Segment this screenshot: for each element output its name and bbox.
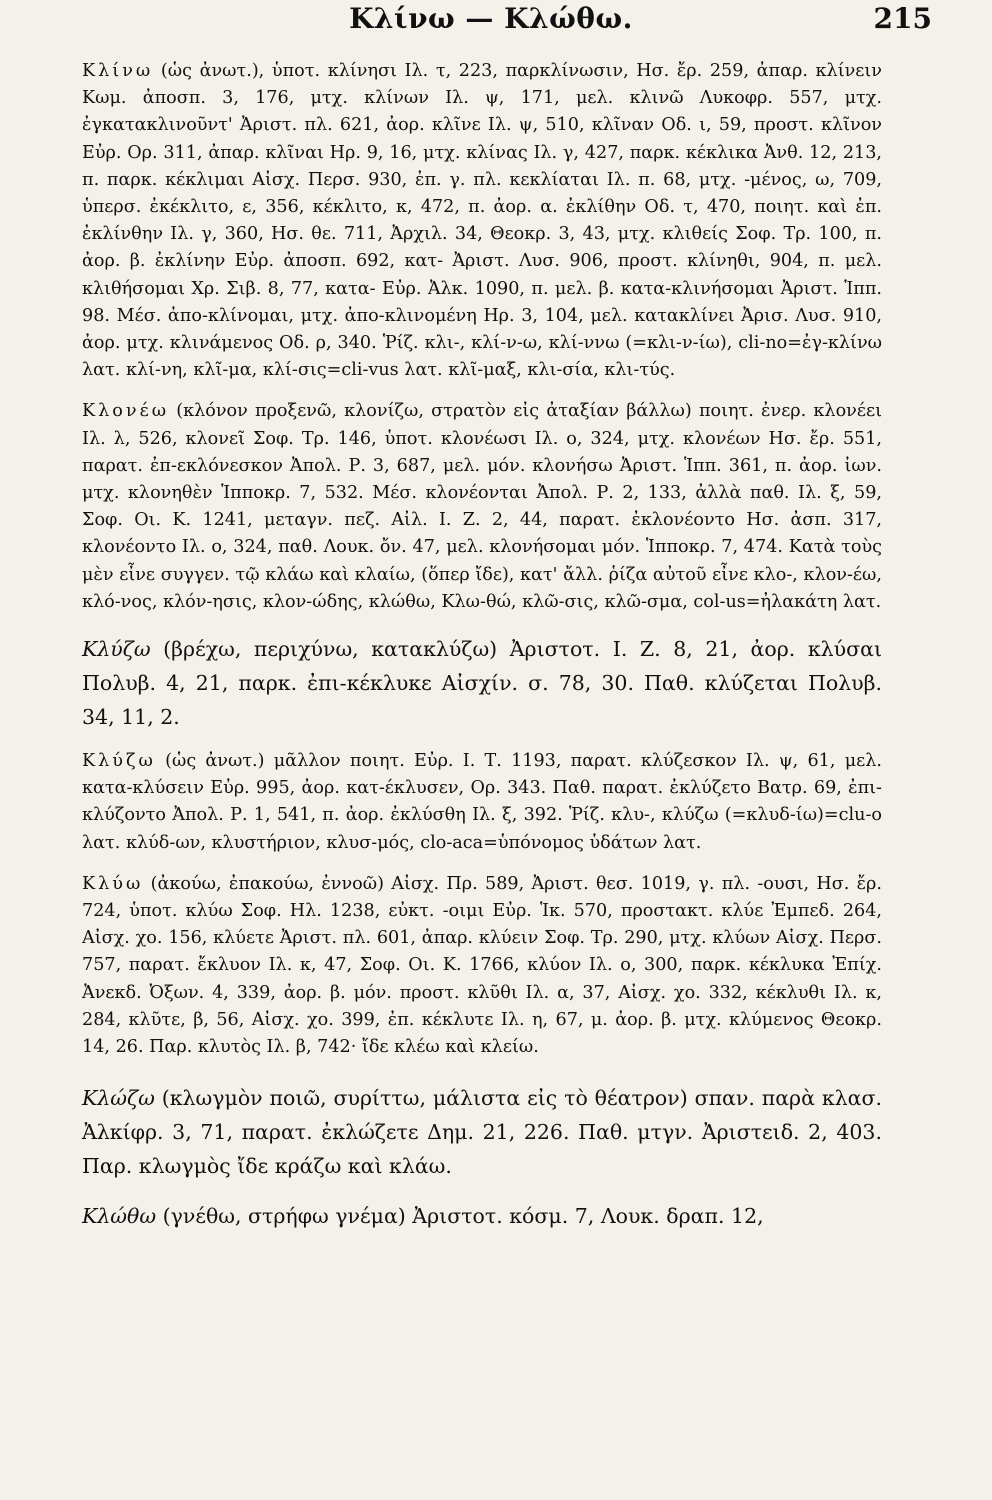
entry-text: (γνέθω, στρήφω γνέμα) Ἀριστοτ. κόσμ. 7, Λουκ. δραπ. 12, [156,1204,764,1229]
entry-headword: Κλύζω [82,637,151,662]
entry-text: (ὡς ἀνωτ.), ὑποτ. κλίνησι Ιλ. τ, 223, παρκλίνωσιν, Ησ. ἔρ. 259, ἀπαρ. κλίνειν Κωμ. ἀποσπ. 3, 176, μτχ. κλίνων Ιλ. ψ, 171, μελ. κλινῶ Λυκοφρ. 557, μτχ. ἐγκατακλινοῦντ' Ἀριστ. πλ. 621, ἀορ. κλῖνε Ιλ. ψ, 510, κλῖναν Οδ. ι, 59, προστ. κλῖνον Εὐρ. Ορ. 311, ἀπαρ. κλῖναι Ηρ. 9, 16, μτχ. κλίνας Ιλ. γ, 427, παρκ. κέκλικα Ἀνθ. 12, 213, π. παρκ. κέκλιμαι Αἰσχ. Περσ. 930, ἐπ. γ. πλ. κεκλίαται Ιλ. π. 68, μτχ. -μένος, ω, 709, ὑπερσ. ἐκέκλιτο, ε, 356, κέκλιτο, κ, 472, π. ἀορ. α. ἐκλίθην Οδ. τ, 470, ποιητ. καὶ ἐπ. ἐκλίνθην Ιλ. γ, 360, Ησ. θε. 711, Ἀρχιλ. 34, Θεοκρ. 3, 43, μτχ. κλιθείς Σοφ. Τρ. 100, π. ἀορ. β. ἐκλίνην Εὐρ. ἀποσπ. 692, κατ- Ἀριστ. Λυσ. 906, προστ. κλίνηθι, 904, π. μελ. κλιθήσομαι Χρ. Σιβ. 8, 77, κατα- Εὐρ. Ἀλκ. 1090, π. μελ. β. κατα-κλινήσομαι Ἀριστ. Ἱππ. 98. Μέσ. ἀπο-κλίνομαι, μτχ. ἀπο-κλινομένη Ηρ. 3, 104, μελ. κατακλίνει Ἀρισ. Λυσ. 910, ἀορ. μτχ. κλινάμενος Οδ. ρ, 340. Ῥίζ. κλι-, κλί-ν-ω, κλί-ννω (=κλι-ν-ίω), cli-no=ἐγ-κλίνω λατ. κλί-νη, κλῖ-μα, κλί-σις=cli-vus λατ. κλῖ-μαξ, κλι-σία, κλι-τύς. [82,61,882,381]
running-head [80,2,932,46]
entry-klotho [82,1199,882,1233]
entry-text: (βρέχω, περιχύνω, κατακλύζω) Ἀριστοτ. Ι. Ζ. 8, 21, ἀορ. κλύσαι Πολυβ. 4, 21, παρκ. ἐπι-κέκλυκε Αἰσχίν. σ. 78, 30. Παθ. κλύζεται Πολυβ. 34, 11, 2. [82,637,882,730]
entry-klyzo [82,748,882,857]
entry-text: (κλόνον προξενῶ, κλονίζω, στρατὸν εἰς ἀταξίαν βάλλω) ποιητ. ἐνερ. κλονέει Ιλ. λ, 526, κλονεῖ Σοφ. Τρ. 146, ὑποτ. κλονέωσι Ιλ. ο, 324, μτχ. κλονέων Ησ. ἔρ. 551, παρατ. ἐπ-εκλόνεσκον Ἀπολ. Ρ. 3, 687, μελ. μόν. κλονήσω Ἀριστ. Ἱππ. 361, π. ἀορ. ἰων. μτχ. κλονηθὲν Ἱπποκρ. 7, 532. Μέσ. κλονέονται Ἀπολ. Ρ. 2, 133, ἀλλὰ παθ. Ιλ. ξ, 59, Σοφ. Οι. Κ. 1241, μεταγν. πεζ. Αἰλ. Ι. Ζ. 2, 44, παρατ. ἐκλονέοντο Ησ. ἀσπ. 317, κλονέοντο Ιλ. ο, 324, παθ. Λουκ. ὄν. 47, μελ. κλονήσομαι μόν. Ἱπποκρ. 7, 474. Κατὰ τοὺς μὲν εἶνε συγγεν. τῷ κλάω καὶ κλαίω, (ὅπερ ἴδε), κατ' ἄλλ. ῥίζα αὐτοῦ εἶνε κλο-, κλον-έω, κλό-νος, κλόν-ησις, κλον-ώδης, κλώθω, Κλω-θώ, κλῶ-σις, κλῶ-σμα, col-us=ἠλακάτη λατ. [82,401,882,612]
entry-text: (ὡς ἀνωτ.) μᾶλλον ποιητ. Εὐρ. Ι. Τ. 1193, παρατ. κλύζεσκον Ιλ. ψ, 61, μελ. κατα-κλύσειν Εὐρ. 995, ἀορ. κατ-έκλυσεν, Ορ. 343. Παθ. παρατ. ἐκλύζετο Βατρ. 69, ἐπι-κλύζοντο Ἀπολ. Ρ. 1, 541, π. ἀορ. ἐκλύσθη Ιλ. ξ, 392. Ῥίζ. κλυ-, κλύζω (=κλυδ-ίω)=clu-o λατ. κλύδ-ων, κλυστήριον, κλυσ-μός, clo-aca=ὑπόνομος ὑδάτων λατ. [82,751,882,853]
entry-headword: Κλώζω [82,1086,155,1111]
entry-kloneo [82,398,882,616]
entry-klozo [82,1081,882,1183]
entry-headword: Κλύζω [82,751,156,772]
entry-headword: Κλώθω [82,1204,157,1229]
entry-text: (ἀκούω, ἐπακούω, ἐννοῶ) Αἰσχ. Πρ. 589, Ἀριστ. θεσ. 1019, γ. πλ. -ουσι, Ησ. ἔρ. 724, ὑποτ. κλύω Σοφ. Ηλ. 1238, εὐκτ. -οιμι Εὐρ. Ἱκ. 570, προστακτ. κλύε Ἐμπεδ. 264, Αἰσχ. χο. 156, κλύετε Ἀριστ. πλ. 601, ἀπαρ. κλύειν Σοφ. Τρ. 290, μτχ. κλύων Αἰσχ. Περσ. 757, παρατ. ἔκλυον Ιλ. κ, 47, Σοφ. Οι. Κ. 1766, κλύον Ιλ. ο, 300, παρκ. κέκλυκα Ἐπίχ. Ἀνεκδ. Ὀξων. 4, 339, ἀορ. β. μόν. προστ. κλῦθι Ιλ. α, 37, Αἰσχ. χο. 332, κέκλυθι Ιλ. κ, 284, κλῦτε, β, 56, Αἰσχ. χο. 399, ἐπ. κέκλυτε Ιλ. η, 67, μ. ἀορ. β. μτχ. κλύμενος Θεοκρ. 14, 26. Παρ. κλυτὸς Ιλ. β, 742· ἴδε κλέω καὶ κλείω. [82,873,882,1058]
page-body [82,58,882,1233]
entry-headword: Κλονέω [82,401,170,422]
entry-klino [82,58,882,384]
entry-headword: Κλίνω [82,61,154,81]
page-title: Κλίνω — Κλώθω. [349,2,633,35]
entry-text: (κλωγμὸν ποιῶ, συρίττω, μάλιστα εἰς τὸ θέατρον) σπαν. παρὰ κλασ. Ἀλκίφρ. 3, 71, παρατ. ἐκλώζετε Δημ. 21, 226. Παθ. μτγν. Ἀριστειδ. 2, 403. Παρ. κλωγμὸς ἴδε κράζω καὶ κλάω. [82,1086,882,1179]
entry-klyzo-italic [82,632,882,734]
page-number: 215 [873,2,932,35]
entry-klyo [82,871,882,1061]
entry-headword: Κλύω [82,873,144,894]
